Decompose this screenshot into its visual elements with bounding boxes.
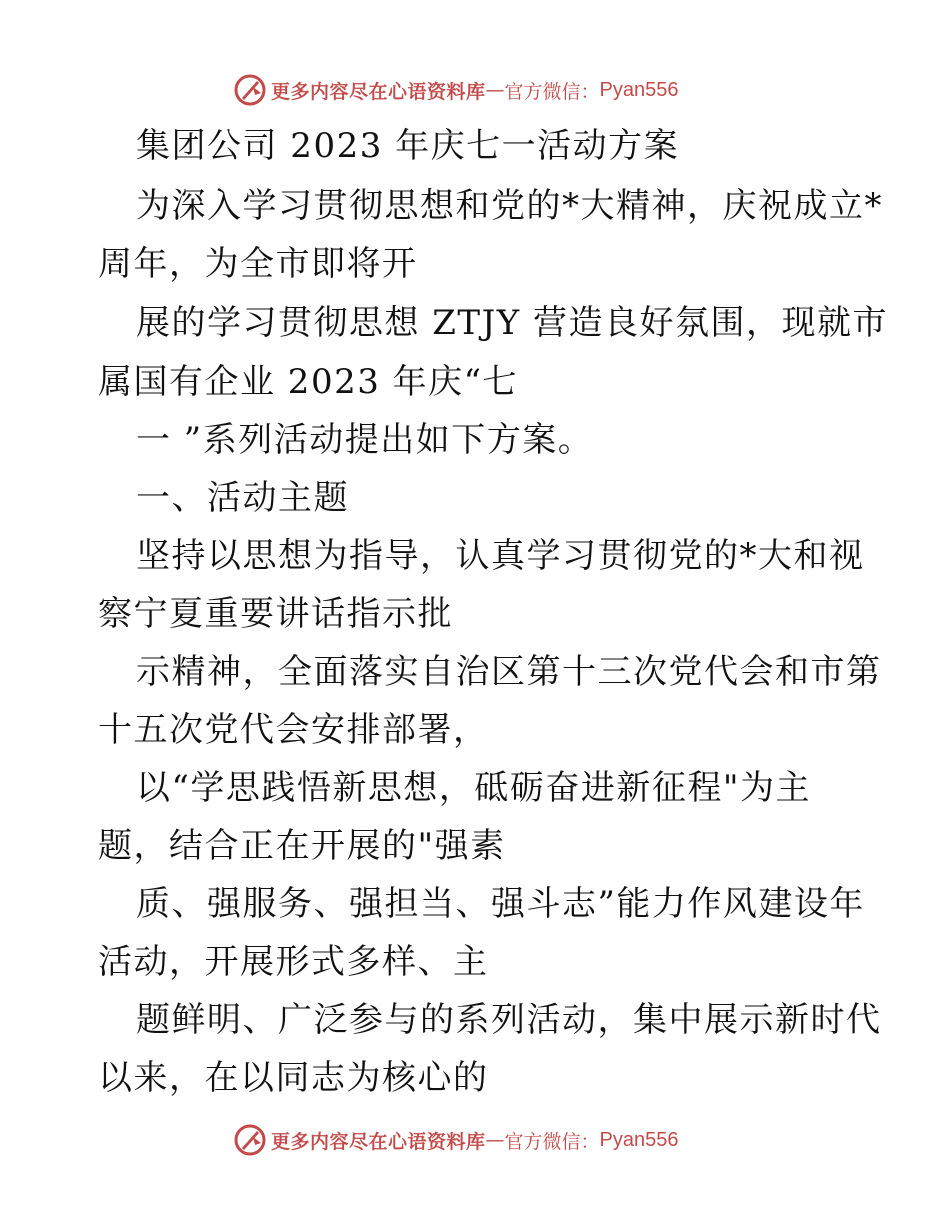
watermark-id: Pyan556	[599, 78, 679, 101]
paragraph-line: 坚持以思想为指导，认真学习贯彻党的*大和视	[136, 536, 865, 576]
footer-watermark	[233, 1122, 679, 1158]
paragraph-line: 展的学习贯彻思想 ZTJY 营造良好氛围，现就市	[136, 303, 888, 343]
header-watermark	[233, 72, 679, 108]
paragraph-line: 周年，为全市即将开	[98, 244, 418, 284]
quill-logo-icon	[233, 1123, 267, 1157]
watermark-separator: —	[485, 1129, 505, 1151]
watermark-official-label: 官方微信：	[504, 80, 600, 103]
paragraph-line: 以“学思践悟新思想，砥砺奋进新征程"为主	[136, 768, 812, 808]
watermark-separator: —	[485, 79, 505, 101]
paragraph-line: 活动，开展形式多样、主	[98, 942, 489, 982]
paragraph-line: 示精神，全面落实自治区第十三次党代会和市第	[136, 652, 882, 692]
paragraph-line: 题，结合正在开展的"强素	[98, 826, 506, 866]
document-title: 集团公司 2023 年庆七一活动方案	[136, 126, 680, 166]
watermark-id: Pyan556	[599, 1128, 679, 1151]
watermark-text: 更多内容尽在心语资料库	[271, 1130, 486, 1153]
watermark-text: 更多内容尽在心语资料库	[271, 80, 486, 103]
paragraph-line: 一 ”系列活动提出如下方案。	[136, 420, 594, 460]
paragraph-line: 十五次党代会安排部署，	[98, 710, 489, 750]
paragraph-line: 以来，在以同志为核心的	[98, 1058, 489, 1098]
paragraph-line: 为深入学习贯彻思想和党的*大精神，庆祝成立*	[136, 186, 883, 226]
paragraph-line: 察宁夏重要讲话指示批	[98, 594, 453, 634]
paragraph-line: 质、强服务、强担当、强斗志”能力作风建设年	[136, 884, 865, 924]
paragraph-line: 题鲜明、广泛参与的系列活动，集中展示新时代	[136, 1000, 882, 1040]
watermark-official-label: 官方微信：	[504, 1130, 600, 1153]
quill-logo-icon	[233, 73, 267, 107]
section-heading: 一、活动主题	[136, 478, 349, 518]
paragraph-line: 属国有企业 2023 年庆“七	[98, 362, 519, 402]
